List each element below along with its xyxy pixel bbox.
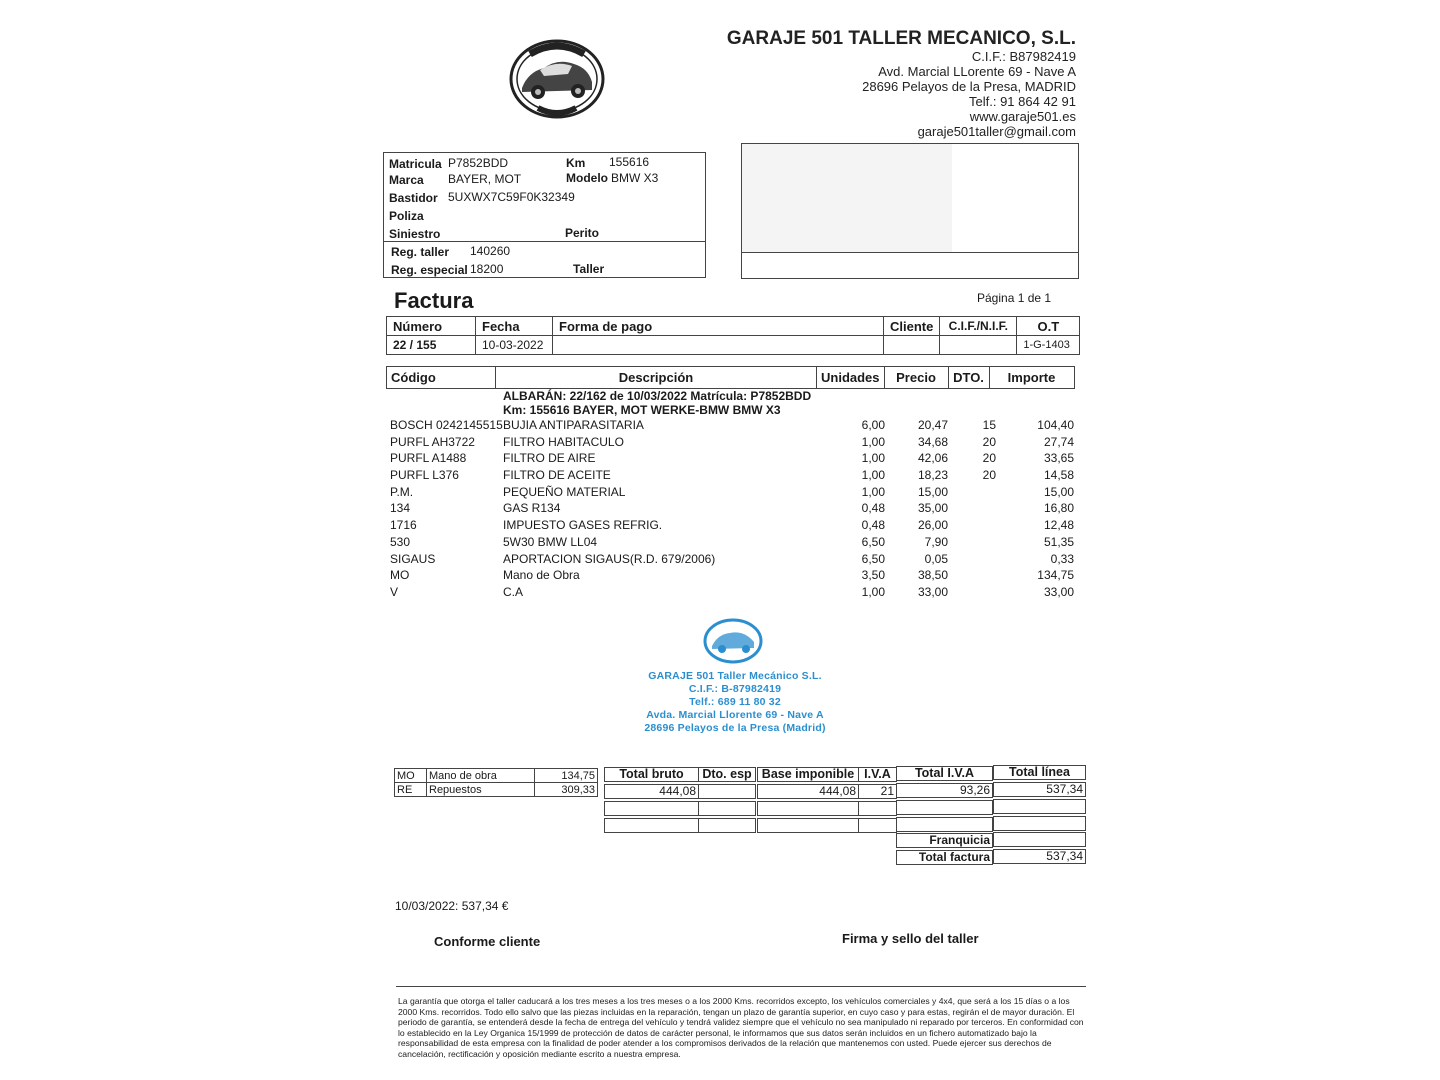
- item-code: 1716: [390, 518, 417, 533]
- item-price: 35,00: [917, 501, 948, 516]
- stamp-line-5: 28696 Pelayos de la Presa (Madrid): [644, 722, 826, 734]
- item-description: APORTACION SIGAUS(R.D. 679/2006): [503, 551, 716, 566]
- workshop-signature-label: Firma y sello del taller: [842, 931, 979, 946]
- bastidor-value: 5UXWX7C59F0K32349: [448, 190, 575, 204]
- iva-value: 21: [858, 784, 897, 799]
- cliente-header: Cliente: [884, 317, 940, 336]
- redacted-area: [742, 144, 952, 252]
- reg-taller-label: Reg. taller: [391, 245, 450, 259]
- empty-cell: [896, 817, 993, 832]
- item-price: 0,05: [924, 551, 948, 566]
- stamp-line-4: Avda. Marcial Llorente 69 - Nave A: [646, 709, 824, 721]
- item-units: 1,00: [861, 468, 885, 483]
- cif-header: C.I.F./N.I.F.: [940, 317, 1017, 336]
- albaran-line-2: Km: 155616 BAYER, MOT WERKE-BMW BMW X3: [503, 403, 781, 417]
- summary-table: [394, 768, 598, 797]
- item-description: BUJIA ANTIPARASITARIA: [503, 418, 644, 432]
- item-amount: 15,00: [1043, 484, 1074, 499]
- payment-line: 10/03/2022: 537,34 €: [395, 899, 509, 913]
- item-amount: 104,40: [1037, 418, 1074, 432]
- item-amount: 134,75: [1037, 568, 1074, 583]
- empty-cell: [757, 801, 859, 816]
- empty-cell: [604, 801, 699, 816]
- company-name: GARAJE 501 TALLER MECANICO, S.L.: [726, 28, 1076, 49]
- item-price: 34,68: [917, 434, 948, 449]
- empty-cell: [993, 799, 1086, 814]
- forma-pago-header: Forma de pago: [553, 317, 884, 336]
- summary-value: 134,75: [535, 769, 598, 783]
- modelo-label: Modelo: [566, 171, 608, 185]
- total-bruto-value: 444,08: [604, 784, 699, 799]
- ot-value: 1-G-1403: [1017, 336, 1080, 355]
- items-header: [386, 366, 1075, 389]
- stamp-logo-icon: [702, 618, 764, 664]
- item-code: PURFL A1488: [390, 451, 467, 466]
- marca-label: Marca: [389, 173, 424, 187]
- empty-cell: [993, 816, 1086, 831]
- dto-esp-value: [698, 784, 756, 799]
- matricula-label: Matricula: [389, 157, 442, 171]
- stamp-line-3: Telf.: 689 11 80 32: [689, 696, 781, 708]
- km-value: 155616: [609, 155, 650, 169]
- cif-value: [940, 336, 1017, 355]
- base-imponible-value: 444,08: [757, 784, 859, 799]
- item-units: 0,48: [861, 518, 885, 533]
- item-code: MO: [390, 568, 410, 583]
- item-price: 26,00: [917, 518, 948, 533]
- item-code: P.M.: [390, 484, 414, 499]
- invoice-number: 22 / 155: [387, 336, 476, 355]
- item-discount: 20: [982, 434, 996, 449]
- vehicle-info-box: [383, 152, 706, 278]
- item-code: PURFL L376: [390, 468, 459, 483]
- summary-value: 309,33: [535, 783, 598, 797]
- marca-value: BAYER, MOT: [448, 172, 522, 186]
- page-indicator: Página 1 de 1: [977, 291, 1052, 305]
- franquicia-value: [993, 832, 1086, 847]
- item-price: 15,00: [917, 484, 948, 499]
- importe-header: Importe: [989, 367, 1074, 389]
- item-amount: 16,80: [1043, 501, 1074, 516]
- item-amount: 33,65: [1043, 451, 1074, 466]
- item-description: FILTRO DE AIRE: [503, 451, 596, 466]
- total-linea-value: 537,34: [993, 782, 1086, 797]
- descripcion-header: Descripción: [496, 367, 817, 389]
- franquicia-label: Franquicia: [896, 833, 993, 848]
- summary-code: MO: [395, 769, 427, 783]
- empty-cell: [698, 818, 756, 833]
- item-description: FILTRO HABITACULO: [503, 434, 624, 449]
- item-price: 42,06: [917, 451, 948, 466]
- total-linea-header: Total línea: [993, 765, 1086, 780]
- taller-label: Taller: [573, 262, 605, 276]
- item-units: 6,50: [861, 551, 885, 566]
- dto-header: DTO.: [948, 367, 989, 389]
- company-website: www.garaje501.es: [969, 109, 1076, 124]
- modelo-value: BMW X3: [611, 171, 659, 185]
- total-factura-value: 537,34: [993, 849, 1086, 864]
- client-value: [884, 336, 940, 355]
- item-units: 6,50: [861, 534, 885, 549]
- item-price: 20,47: [917, 418, 948, 432]
- item-price: 18,23: [917, 468, 948, 483]
- legal-text: La garantía que otorga el taller caducará a los tres meses a los tres meses o a los 2000 Kms. recorridos excepto, los vehículos comerciales y 4x4, que será a los 15 días o a los 2000 Kms. recorridos. Todo ello salvo que las piezas incluidas en la reparación, tengan un plazo de garantía superior, en cuyo caso y para estas, regirán el de mayor duración. El periodo de garantía, se entenderá desde la fecha de entrega del vehículo y tendrá validez siempre que el vehículo no sea manipulado ni reparado por terceros. En conformidad con lo establecido en la Ley Organica 15/1999 de protección de datos de carácter personal, le informamos que sus datos serán incluidos en un fichero automatizado bajo la responsabilidad de esta empresa con la finalidad de poder atender a los compromisos derivados de la relación que mantenemos con usted. Puede ejercer sus derechos de cancelación, rectificación y oposición mediante escrito a nuestra empresa.: [398, 996, 1084, 1059]
- item-description: IMPUESTO GASES REFRIG.: [503, 518, 663, 533]
- dto-esp-header: Dto. esp: [698, 767, 756, 782]
- item-code: 134: [390, 501, 411, 516]
- item-code: V: [390, 584, 399, 599]
- company-address: Avd. Marcial LLorente 69 - Nave A: [878, 64, 1076, 79]
- client-info-box: [741, 143, 1079, 279]
- item-units: 1,00: [861, 451, 885, 466]
- item-code: BOSCH 0242145515: [390, 418, 503, 432]
- payment-method-value: [553, 336, 884, 355]
- item-description: FILTRO DE ACEITE: [503, 468, 611, 483]
- item-amount: 27,74: [1043, 434, 1074, 449]
- item-amount: 14,58: [1043, 468, 1074, 483]
- invoice-header-table: [386, 316, 1080, 355]
- item-description: PEQUEÑO MATERIAL: [503, 484, 626, 499]
- item-discount: 15: [982, 418, 996, 432]
- summary-code: RE: [395, 783, 427, 797]
- total-bruto-header: Total bruto: [604, 767, 699, 782]
- total-iva-header: Total I.V.A: [896, 766, 993, 781]
- item-units: 3,50: [861, 568, 885, 583]
- company-cif: C.I.F.: B87982419: [971, 49, 1076, 64]
- company-email: garaje501taller@gmail.com: [917, 124, 1076, 139]
- perito-label: Perito: [565, 226, 600, 240]
- invoice-title: Factura: [394, 288, 474, 313]
- item-description: GAS R134: [503, 501, 561, 516]
- item-units: 1,00: [861, 434, 885, 449]
- stamp-line-1: GARAJE 501 Taller Mecánico S.L.: [648, 670, 822, 682]
- fecha-header: Fecha: [476, 317, 553, 336]
- item-discount: 20: [982, 451, 996, 466]
- item-amount: 33,00: [1043, 584, 1074, 599]
- summary-row: [395, 783, 598, 797]
- precio-header: Precio: [884, 367, 948, 389]
- albaran-info: [503, 389, 811, 417]
- footer-divider: [396, 986, 1086, 987]
- company-logo: [508, 38, 606, 120]
- empty-cell: [757, 818, 859, 833]
- codigo-header: Código: [387, 367, 496, 389]
- item-code: SIGAUS: [390, 551, 436, 566]
- reg-especial-value: 18200: [470, 262, 504, 276]
- item-units: 0,48: [861, 501, 885, 516]
- company-phone: Telf.: 91 864 42 91: [969, 94, 1076, 109]
- client-signature-label: Conforme cliente: [434, 934, 541, 949]
- empty-cell: [858, 801, 897, 816]
- company-city: 28696 Pelayos de la Presa, MADRID: [862, 79, 1076, 94]
- item-code: PURFL AH3722: [390, 434, 475, 449]
- reg-especial-label: Reg. especial: [391, 263, 468, 277]
- iva-header: I.V.A: [858, 767, 897, 782]
- matricula-value: P7852BDD: [448, 156, 509, 170]
- siniestro-label: Siniestro: [389, 227, 441, 241]
- base-imponible-header: Base imponible: [757, 767, 859, 782]
- numero-header: Número: [387, 317, 476, 336]
- bastidor-label: Bastidor: [389, 191, 438, 205]
- item-description: 5W30 BMW LL04: [503, 534, 598, 549]
- item-amount: 0,33: [1050, 551, 1074, 566]
- item-units: 1,00: [861, 584, 885, 599]
- empty-cell: [604, 818, 699, 833]
- summary-label: Mano de obra: [427, 769, 535, 783]
- company-stamp: [640, 618, 830, 733]
- item-units: 1,00: [861, 484, 885, 499]
- total-iva-value: 93,26: [896, 783, 993, 798]
- empty-cell: [698, 801, 756, 816]
- item-units: 6,00: [861, 418, 885, 432]
- item-discount: 20: [982, 468, 996, 483]
- albaran-line-1: ALBARÁN: 22/162 de 10/03/2022 Matrícula: P7852BDD: [503, 389, 812, 403]
- poliza-label: Poliza: [389, 209, 424, 223]
- unidades-header: Unidades: [817, 367, 885, 389]
- reg-taller-value: 140260: [470, 244, 511, 258]
- item-price: 38,50: [917, 568, 948, 583]
- empty-cell: [896, 800, 993, 815]
- item-price: 33,00: [917, 584, 948, 599]
- total-factura-label: Total factura: [896, 850, 993, 865]
- summary-label: Repuestos: [427, 783, 535, 797]
- item-amount: 12,48: [1043, 518, 1074, 533]
- empty-cell: [858, 818, 897, 833]
- ot-header: O.T: [1017, 317, 1080, 336]
- item-code: 530: [390, 534, 411, 549]
- item-description: C.A: [503, 584, 524, 599]
- summary-row: [395, 769, 598, 783]
- item-amount: 51,35: [1043, 534, 1074, 549]
- item-description: Mano de Obra: [503, 568, 580, 583]
- km-label: Km: [566, 156, 586, 170]
- invoice-date: 10-03-2022: [476, 336, 553, 355]
- stamp-line-2: C.I.F.: B-87982419: [688, 683, 782, 695]
- item-price: 7,90: [924, 534, 948, 549]
